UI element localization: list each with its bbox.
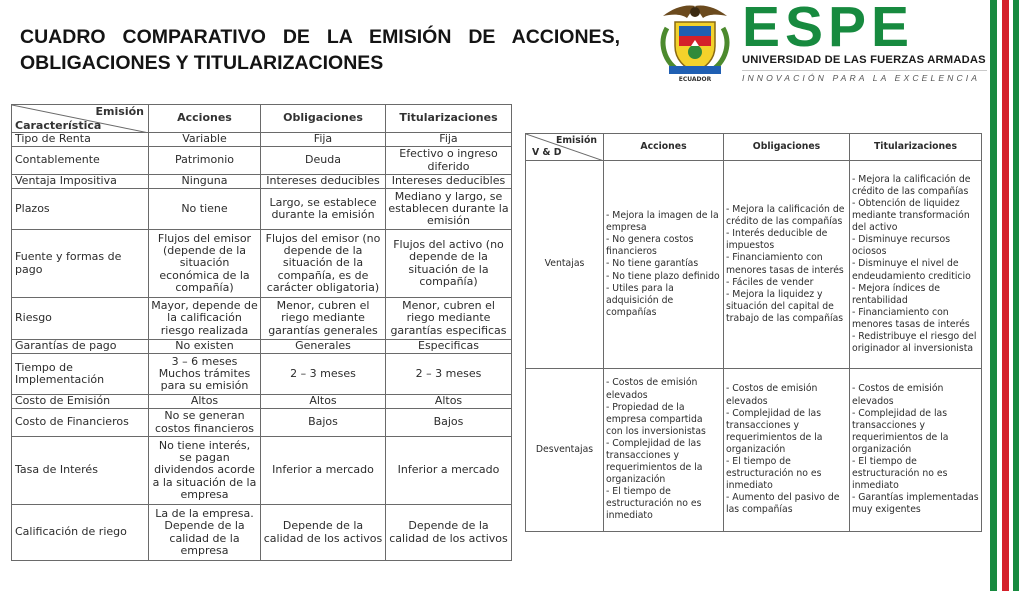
list-item: - Utiles para la adquisición de compañías xyxy=(606,282,674,318)
list-item: - Financiamiento con menores tasas de interés xyxy=(852,306,970,330)
row-label: Fuente y formas de pago xyxy=(12,230,149,298)
table-cell: Bajos xyxy=(386,409,512,437)
list-item: - Costos de emisión elevados xyxy=(726,383,818,407)
table-cell-list xyxy=(604,369,724,532)
table-cell: Menor, cubren el riego mediante garantías generales xyxy=(261,298,386,340)
table-cell: Generales xyxy=(261,340,386,354)
list-item: - El tiempo de estructuración no es inmediato xyxy=(852,456,948,492)
list-item: - Fáciles de vender xyxy=(726,276,814,288)
table-cell: Largo, se establece durante la emisión xyxy=(261,189,386,230)
row-label: Costo de Financieros xyxy=(12,409,149,437)
table-row xyxy=(12,340,512,354)
brand-tagline: INNOVACIÓN PARA LA EXCELENCIA xyxy=(742,70,987,83)
table-cell: Inferior a mercado xyxy=(261,437,386,505)
table-row-desventajas xyxy=(526,369,982,532)
row-label: Desventajas xyxy=(526,369,604,532)
table-cell-list xyxy=(724,161,850,369)
list-item: - Mejora la liquidez y situación del capital de trabajo de las compañías xyxy=(726,288,844,324)
list-item: - Mejora la imagen de la empresa xyxy=(606,210,719,234)
table-cell: No existen xyxy=(149,340,261,354)
list-item: - No genera costos financieros xyxy=(606,234,694,258)
table-cell: La de la empresa. Depende de la calidad de la empresa xyxy=(149,505,261,561)
espe-seal xyxy=(655,2,735,84)
table-cell: Intereses deducibles xyxy=(261,175,386,189)
comparison-table-advantages xyxy=(525,133,982,532)
list-item: - Mejora índices de rentabilidad xyxy=(852,282,941,306)
table-row xyxy=(12,133,512,147)
list-item: - Complejidad de las transacciones y requerimientos de la organización xyxy=(606,437,703,486)
row-label: Calificación de riego xyxy=(12,505,149,561)
list-item: - Financiamiento con menores tasas de interés xyxy=(726,252,844,276)
list-item: - No tiene garantías xyxy=(606,258,699,270)
table-cell: Flujos del activo (no depende de la situación de la compañía) xyxy=(386,230,512,298)
list-item: - Disminuye el nivel de endeudamiento crediticio xyxy=(852,258,971,282)
list-item: - Redistribuye el riesgo del originador al inversionista xyxy=(852,331,977,355)
row-label: Garantías de pago xyxy=(12,340,149,354)
row-label: Tipo de Renta xyxy=(12,133,149,147)
table-cell: Altos xyxy=(149,395,261,409)
corner-header: Emisión V & D xyxy=(526,134,604,161)
table-cell: Deuda xyxy=(261,147,386,175)
table-cell: 2 – 3 meses xyxy=(261,354,386,395)
brand-subtitle: UNIVERSIDAD DE LAS FUERZAS ARMADAS xyxy=(742,54,986,66)
table-cell: Efectivo o ingreso diferido xyxy=(386,147,512,175)
table-row xyxy=(12,298,512,340)
list-item: - Mejora la calificación de crédito de las compañías xyxy=(726,204,845,228)
row-label: Riesgo xyxy=(12,298,149,340)
corner-header: Emisión Característica xyxy=(12,105,149,133)
stripe-red xyxy=(1002,0,1009,591)
row-label: Ventajas xyxy=(526,161,604,369)
list-item: - No tiene plazo definido xyxy=(606,270,720,282)
list-item: - Obtención de liquidez mediante transformación del activo xyxy=(852,197,970,234)
list-item: - Costos de emisión elevados xyxy=(852,383,944,407)
table-cell-list xyxy=(604,161,724,369)
stripe-green-2 xyxy=(1013,0,1019,591)
table-cell: Bajos xyxy=(261,409,386,437)
table-cell-list xyxy=(850,369,982,532)
table-cell-list xyxy=(850,161,982,369)
table-row xyxy=(12,505,512,561)
column-header-titularizaciones: Titularizaciones xyxy=(850,134,982,161)
svg-text:ECUADOR: ECUADOR xyxy=(678,76,712,83)
table-cell: Inferior a mercado xyxy=(386,437,512,505)
list-item: - Complejidad de las transacciones y requerimientos de la organización xyxy=(726,407,823,455)
table-cell: Flujos del emisor (depende de la situación económica de la compañía) xyxy=(149,230,261,298)
row-label: Plazos xyxy=(12,189,149,230)
list-item: - Garantías implementadas muy exigentes xyxy=(852,492,979,516)
table-cell-list xyxy=(724,369,850,532)
list-item: - Costos de emisión elevados xyxy=(606,377,698,401)
list-item: - El tiempo de estructuración no es inmediato xyxy=(726,456,822,492)
table-cell: Altos xyxy=(386,395,512,409)
table-cell: Patrimonio xyxy=(149,147,261,175)
list-item: - El tiempo de estructuración no es inmediato xyxy=(606,486,702,522)
list-item: - Disminuye recursos ociosos xyxy=(852,234,951,258)
row-label: Ventaja Impositiva xyxy=(12,175,149,189)
table-cell: Variable xyxy=(149,133,261,147)
table-cell: No tiene interés, se pagan dividendos acorde a la situación de la empresa xyxy=(149,437,261,505)
table-row xyxy=(12,395,512,409)
table-cell: Fija xyxy=(261,133,386,147)
list-item: - Aumento del pasivo de las compañías xyxy=(726,492,840,516)
table-cell: No tiene xyxy=(149,189,261,230)
table-cell: Depende de la calidad de los activos xyxy=(386,505,512,561)
table-cell: Altos xyxy=(261,395,386,409)
table-cell: 2 – 3 meses xyxy=(386,354,512,395)
list-item: - Mejora la calificación de crédito de las compañías xyxy=(852,173,971,197)
row-label: Contablemente xyxy=(12,147,149,175)
row-label: Costo de Emisión xyxy=(12,395,149,409)
page-title: CUADRO COMPARATIVO DE LA EMISIÓN DE ACCIONES, OBLIGACIONES Y TITULARIZACIONES xyxy=(20,26,620,74)
table-cell: No se generan costos financieros xyxy=(149,409,261,437)
column-header-titularizaciones: Titularizaciones xyxy=(386,105,512,133)
column-header-acciones: Acciones xyxy=(149,105,261,133)
comparison-table-characteristics xyxy=(11,104,512,561)
brand-wordmark: ESPE xyxy=(742,0,915,59)
table-row xyxy=(12,437,512,505)
table-cell: Menor, cubren el riego mediante garantías especificas xyxy=(386,298,512,340)
table-row xyxy=(12,354,512,395)
table-cell: Depende de la calidad de los activos xyxy=(261,505,386,561)
table-cell: Especificas xyxy=(386,340,512,354)
table-row xyxy=(12,230,512,298)
table-cell: Fija xyxy=(386,133,512,147)
column-header-obligaciones: Obligaciones xyxy=(724,134,850,161)
table-cell: Ninguna xyxy=(149,175,261,189)
table-row xyxy=(12,189,512,230)
row-label: Tasa de Interés xyxy=(12,437,149,505)
stripe-green xyxy=(990,0,997,591)
table-row-ventajas xyxy=(526,161,982,369)
column-header-obligaciones: Obligaciones xyxy=(261,105,386,133)
list-item: - Interés deducible de impuestos xyxy=(726,228,828,252)
table-row xyxy=(12,175,512,189)
column-header-acciones: Acciones xyxy=(604,134,724,161)
table-cell: Mayor, depende de la calificación riesgo realizada xyxy=(149,298,261,340)
table-cell: Flujos del emisor (no depende de la situación de la compañía, es de carácter obligatoria) xyxy=(261,230,386,298)
list-item: - Complejidad de las transacciones y requerimientos de la organización xyxy=(852,407,949,455)
table-cell: Intereses deducibles xyxy=(386,175,512,189)
list-item: - Propiedad de la empresa compartida con los inversionistas xyxy=(606,401,706,437)
table-cell: 3 – 6 meses Muchos trámites para su emisión xyxy=(149,354,261,395)
table-row xyxy=(12,409,512,437)
table-row xyxy=(12,147,512,175)
row-label: Tiempo de Implementación xyxy=(12,354,149,395)
table-cell: Mediano y largo, se establecen durante la emisión xyxy=(386,189,512,230)
